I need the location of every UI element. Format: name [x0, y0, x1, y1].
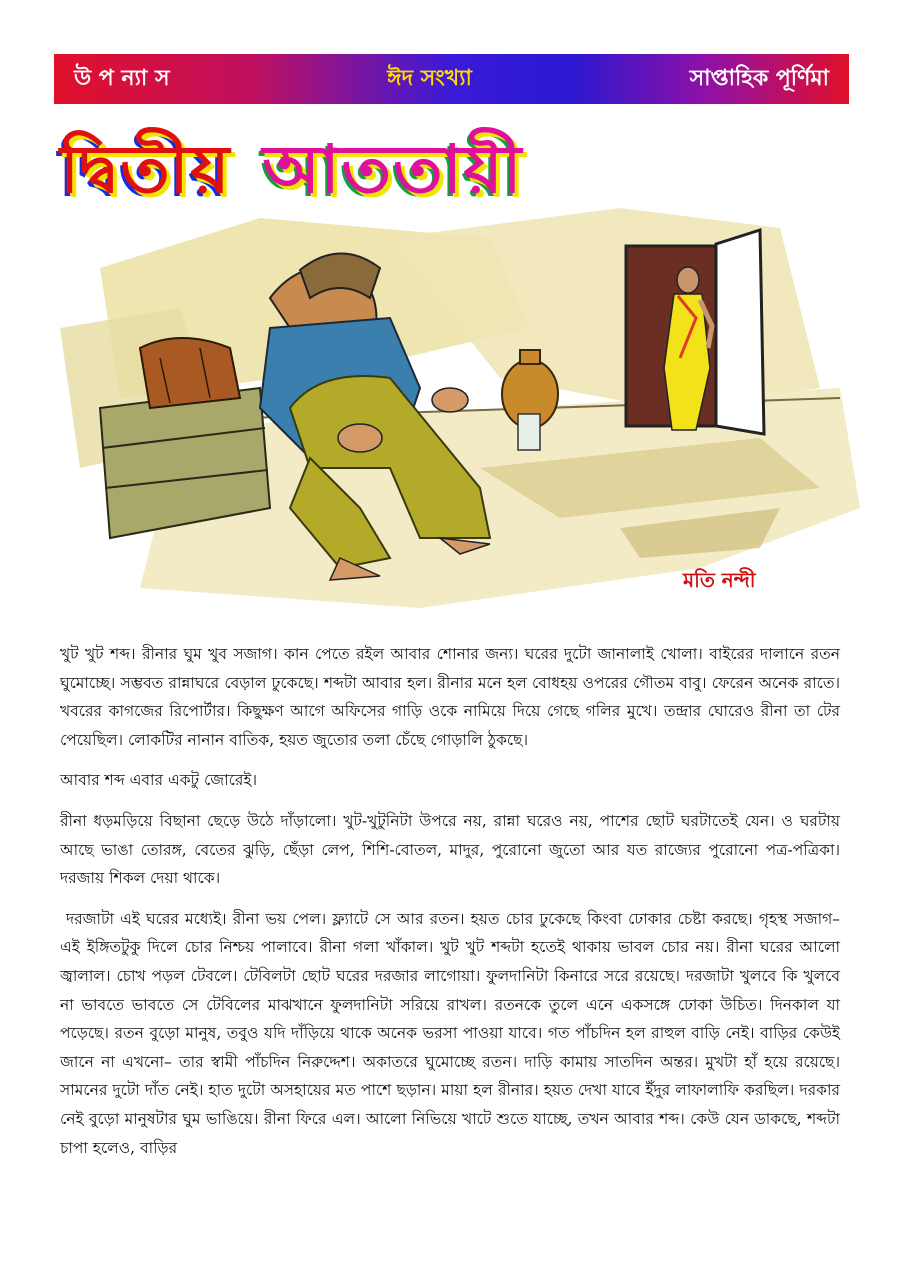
- doorway: [626, 230, 764, 434]
- story-title: [60, 124, 680, 216]
- paragraph: আবার শব্দ এবার একটু জোরেই।: [60, 771, 258, 790]
- paragraph: দরজাটা এই ঘরের মধ্যেই। রীনা ভয় পেল। ফ্ল্যাটে সে আর রতন। হয়ত চোর ঢুকেছে কিংবা ঢোকার চেষ্টা করছে। গৃহস্থ সজাগ– এই ইঙ্গিতটুকু দিলে চোর নিশ্চয় পালাবে। রীনা গলা খাঁকাল। খুট খুট শব্দটা হতেই থাকায় ভাবল চোর নয়। রীনা ঘরের আলো জ্বালাল। চোখ পড়ল টেবলে। টেবিলটা ছোট ঘরের দরজার লাগোয়া। ফুলদানিটা কিনারে সরে রয়েছে। দরজাটা খুলবে কি খুলবে না ভাবতে ভাবতে সে টেবিলের মাঝখানে ফুলদানিটা সরিয়ে রাখল। রতনকে তুলে এনে একসঙ্গে ঢোকা উচিত। দিনকাল যা পড়েছে। রতন বুড়ো মানুষ, তবুও যদি দাঁড়িয়ে থাকে অনেক ভরসা পাওয়া যাবে। গত পাঁচদিন হল রাহুল বাড়ি নেই। বাড়ির কেউই জানে না এখনো– তার স্বামী পাঁচদিন নিরুদ্দেশ। অকাতরে ঘুমোচ্ছে রতন। দাড়ি কামায় সাতদিন অন্তর। মুখটা হাঁ হয়ে রয়েছে। সামনের দুটো দাঁত নেই। হাত দুটো অসহায়ের মত পাশে ছড়ান। মায়া হল রীনার। হয়ত দেখা যাবে ইঁদুর লাফালাফি করছিল। দরকার নেই বুড়ো মানুষটার ঘুম ভাঙিয়ে। রীনা ফিরে এল। আলো নিভিয়ে খাটে শুতে যাচ্ছে, তখন আবার শব্দ। কেউ যেন ডাকছে, শব্দটা চাপা হলেও, বাড়ির: [60, 909, 840, 1157]
- story-body: [60, 640, 840, 1174]
- story-title-word-2: আততায়ী: [262, 131, 524, 208]
- story-title-word-1: দ্বিতীয়: [60, 131, 232, 208]
- banner-section-label: উ প ন্যা স: [74, 65, 170, 91]
- paragraph: রীনা ধড়মড়িয়ে বিছানা ছেড়ে উঠে দাঁড়ালো। খুট-খুটুনিটা উপরে নয়, রান্না ঘরেও নয়, পাশের ছোট ঘরটাতেই যেন। ও ঘরটায় আছে ভাঙা তোরঙ্গ, বেতের ঝুড়ি, ছেঁড়া লেপ, শিশি-বোতল, মাদুর, পুরোনো জুতো আর যত রাজ্যের পুরোনো পত্র-পত্রিকা। দরজায় শিকল দেয়া থাকে।: [60, 811, 840, 888]
- author-name: মতি নন্দী: [683, 568, 756, 592]
- paragraph: খুট খুট শব্দ। রীনার ঘুম খুব সজাগ। কান পেতে রইল আবার শোনার জন্য। ঘরের দুটো জানালাই খোলা। বাইরের দালানে রতন ঘুমোচ্ছে। সম্ভবত রান্নাঘরে বেড়াল ঢুকেছে। শব্দটা আবার হল। রীনার মনে হল বোধহয় ওপরের গৌতম বাবু। ফেরেন অনেক রাতে। খবরের কাগজের রিপোর্টার। কিছুক্ষণ আগে অফিসের গাড়ি ওকে নামিয়ে দিয়ে গেছে গলির মুখে। তন্দ্রার ঘোরেও রীনা তা টের পেয়েছিল। লোকটির নানান বাতিক, হয়ত জুতোর তলা চেঁছে গোড়ালি ঠুকছে।: [60, 645, 840, 749]
- story-illustration: [60, 208, 860, 608]
- banner-issue-label: ঈদ সংখ্যা: [387, 65, 472, 91]
- banner-magazine-name: সাপ্তাহিক পূর্ণিমা: [689, 65, 829, 91]
- header-banner: [54, 54, 849, 104]
